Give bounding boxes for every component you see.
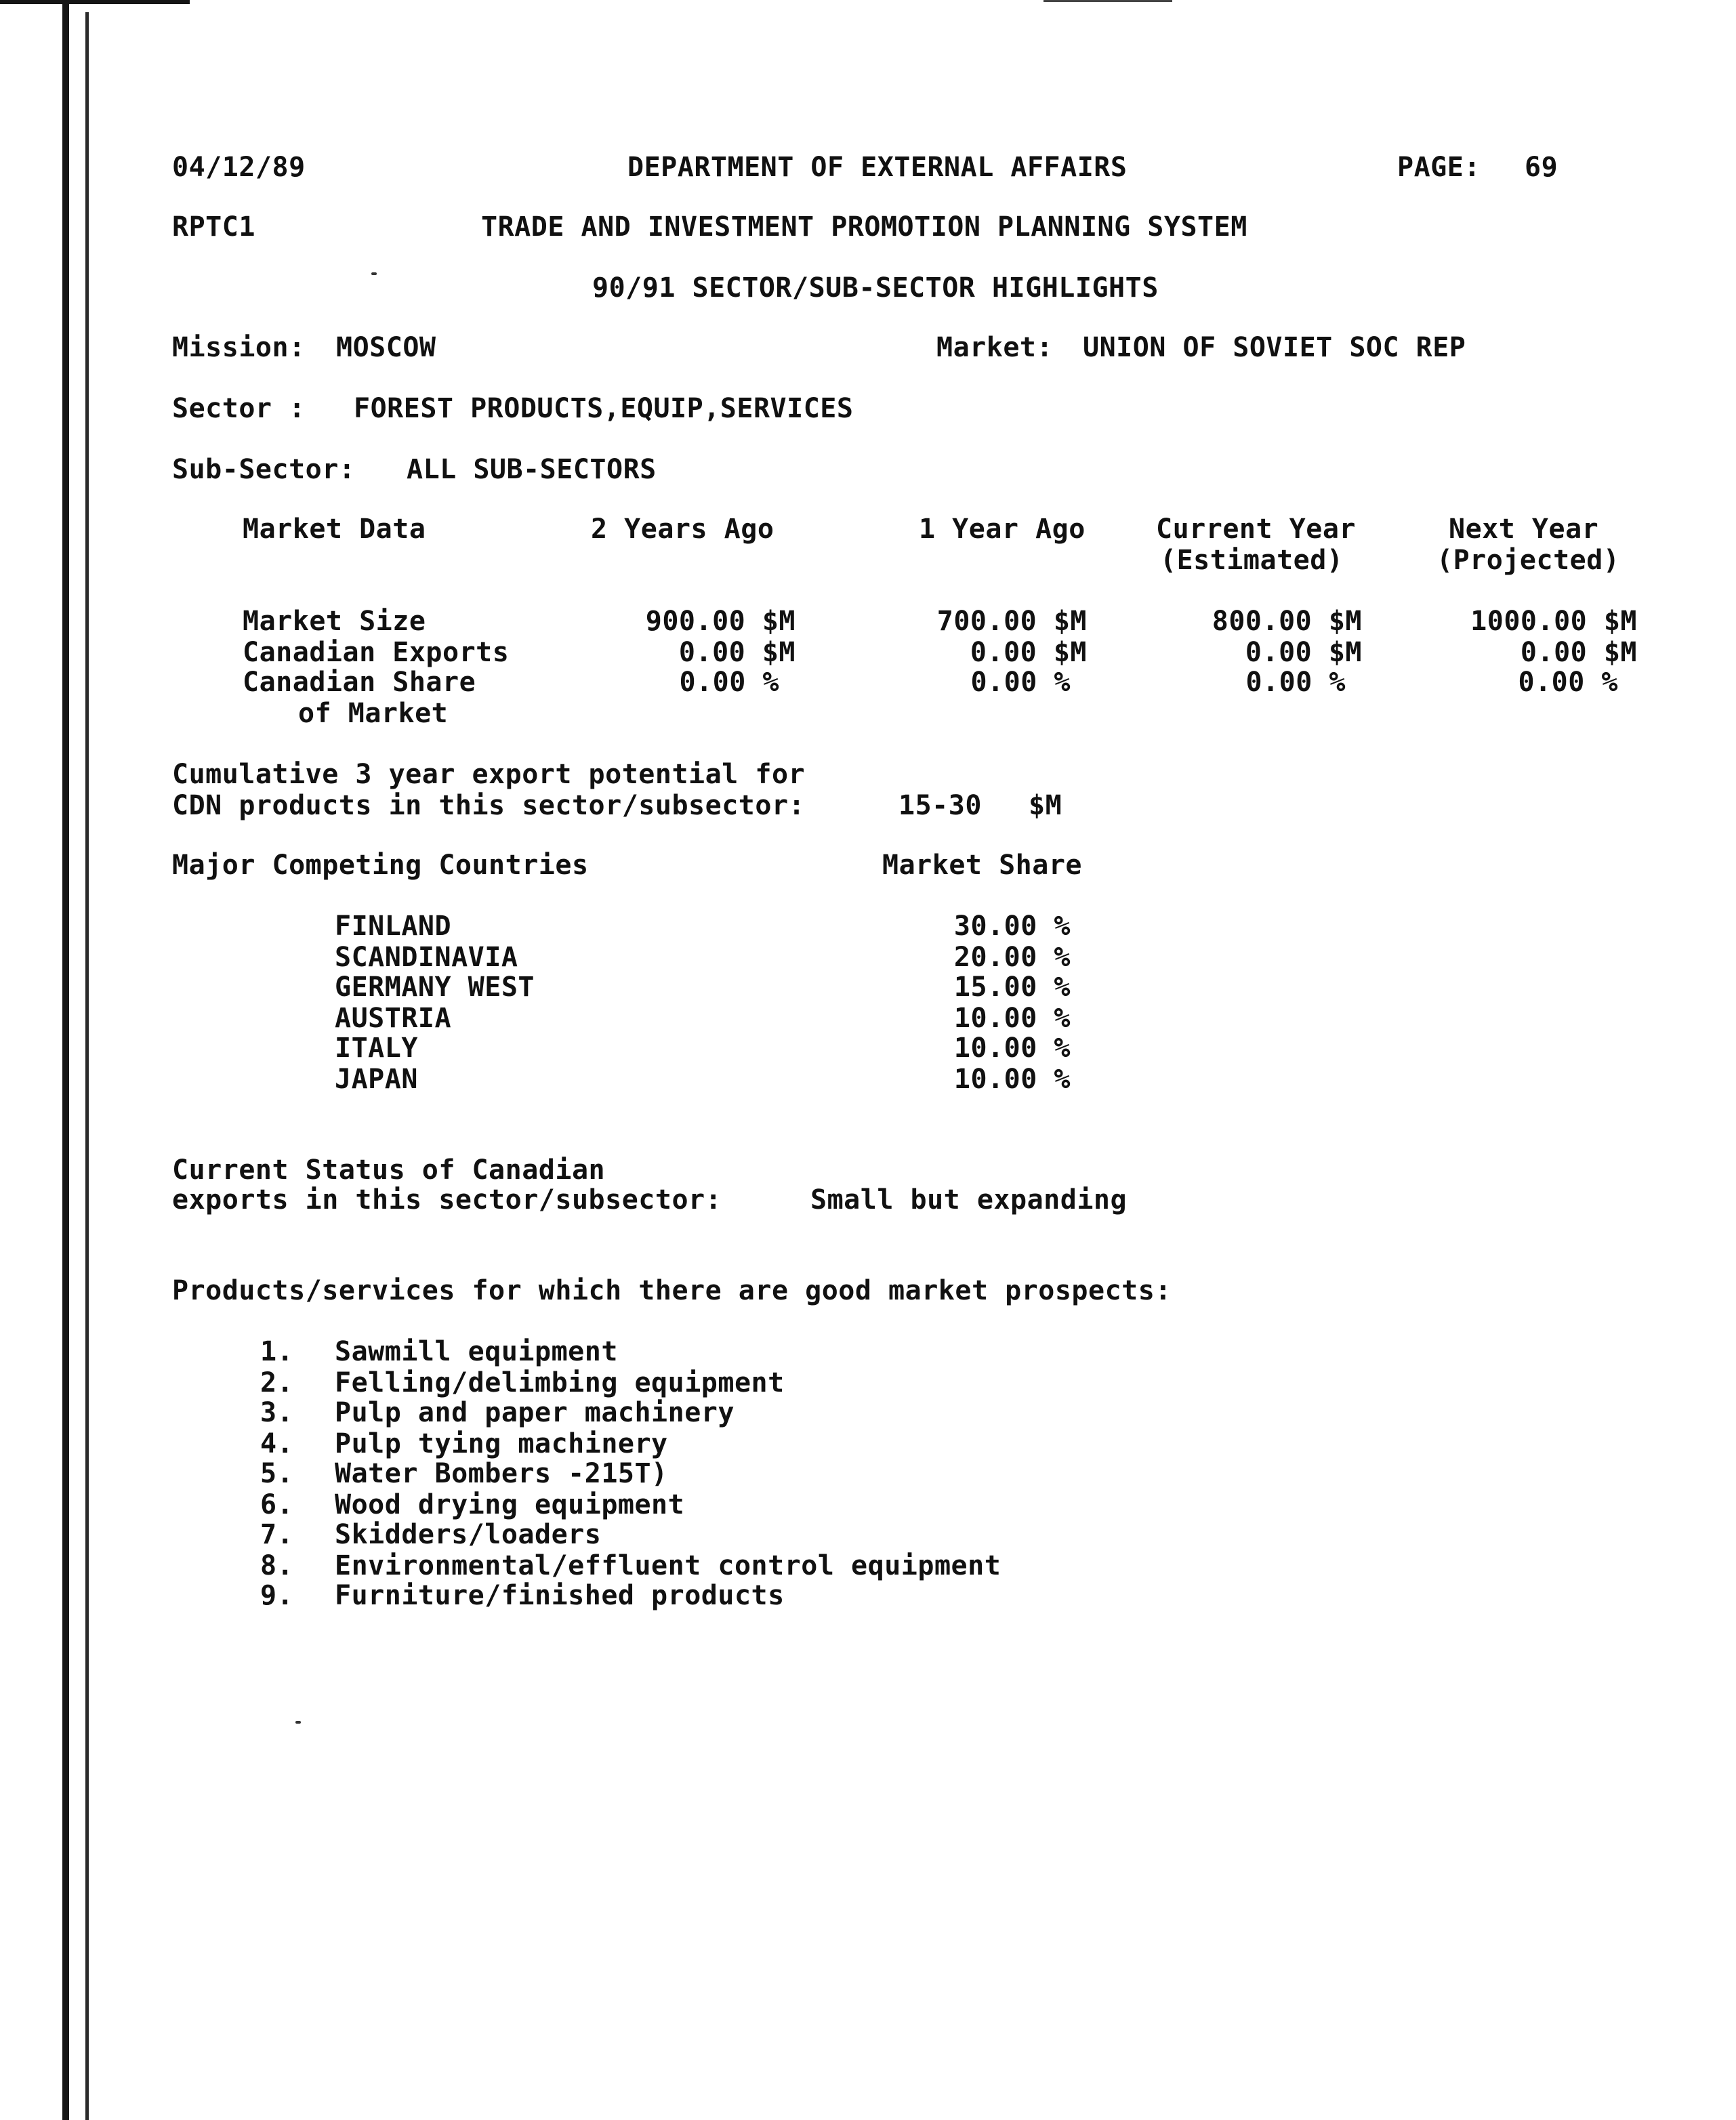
market-share-header: Market Share	[882, 850, 1082, 881]
report-date: 04/12/89	[172, 152, 306, 183]
product-item: Skidders/loaders	[335, 1519, 602, 1550]
product-item: Furniture/finished products	[335, 1580, 785, 1611]
page-number: 69	[1525, 152, 1558, 183]
product-number: 3.	[260, 1397, 294, 1428]
cell-market-size-next: 1000.00 $M	[1470, 606, 1637, 637]
col-header-market-data: Market Data	[243, 514, 426, 545]
cell-exports-current: 0.00 $M	[1245, 637, 1362, 668]
competitor-country: GERMANY WEST	[335, 972, 535, 1003]
competitor-country: FINLAND	[335, 911, 452, 942]
col-header-current-year: Current Year	[1156, 514, 1356, 545]
system-title: TRADE AND INVESTMENT PROMOTION PLANNING SYSTEM	[481, 211, 1247, 243]
product-item: Felling/delimbing equipment	[335, 1367, 785, 1398]
report-subtitle: 90/91 SECTOR/SUB-SECTOR HIGHLIGHTS	[592, 272, 1159, 304]
binding-shadow-line	[85, 12, 89, 2120]
mission-value: MOSCOW	[336, 332, 436, 363]
subsector-label: Sub-Sector:	[172, 454, 356, 485]
products-heading: Products/services for which there are good market prospects:	[172, 1275, 1172, 1306]
col-subheader-estimated: (Estimated)	[1160, 545, 1344, 576]
status-line-2: exports in this sector/subsector:	[172, 1184, 722, 1215]
product-number: 1.	[260, 1336, 294, 1367]
status-line-1: Current Status of Canadian	[172, 1155, 606, 1186]
subsector-value: ALL SUB-SECTORS	[407, 454, 657, 485]
product-number: 7.	[260, 1519, 294, 1550]
potential-unit: $M	[1029, 790, 1062, 821]
product-item: Sawmill equipment	[335, 1336, 618, 1367]
competitor-country: SCANDINAVIA	[335, 942, 518, 973]
col-subheader-projected: (Projected)	[1437, 545, 1620, 576]
product-number: 5.	[260, 1458, 294, 1489]
competitor-country: ITALY	[335, 1033, 418, 1064]
page-label: PAGE:	[1397, 152, 1481, 183]
scan-speck	[295, 1721, 301, 1724]
product-number: 8.	[260, 1550, 294, 1581]
product-item: Pulp and paper machinery	[335, 1397, 735, 1428]
mission-label: Mission:	[172, 332, 306, 363]
product-item: Pulp tying machinery	[335, 1428, 668, 1459]
competitor-share: 20.00 %	[953, 942, 1071, 973]
cell-exports-2y: 0.00 $M	[678, 637, 795, 668]
competitor-share: 10.00 %	[953, 1064, 1071, 1095]
cell-exports-next: 0.00 $M	[1520, 637, 1637, 668]
market-value: UNION OF SOVIET SOC REP	[1083, 332, 1466, 363]
binding-edge	[62, 0, 69, 2120]
competitor-share: 15.00 %	[953, 972, 1071, 1003]
col-header-2-years-ago: 2 Years Ago	[591, 514, 774, 545]
competitor-share: 10.00 %	[953, 1003, 1071, 1034]
potential-value: 15-30	[898, 790, 982, 821]
product-item: Water Bombers -215T)	[335, 1458, 668, 1489]
cell-share-next: 0.00 %	[1518, 667, 1618, 698]
competitor-share: 30.00 %	[953, 911, 1071, 942]
status-value: Small but expanding	[810, 1184, 1128, 1215]
department-title: DEPARTMENT OF EXTERNAL AFFAIRS	[627, 152, 1128, 183]
cell-share-current: 0.00 %	[1245, 667, 1346, 698]
row-label-market-size: Market Size	[243, 606, 426, 637]
col-header-1-year-ago: 1 Year Ago	[919, 514, 1086, 545]
cell-market-size-2y: 900.00 $M	[645, 606, 795, 637]
cell-market-size-1y: 700.00 $M	[936, 606, 1087, 637]
row-label-of-market: of Market	[298, 698, 449, 729]
competitor-country: AUSTRIA	[335, 1003, 452, 1034]
cell-exports-1y: 0.00 $M	[970, 637, 1087, 668]
scan-speck	[371, 272, 377, 275]
product-number: 9.	[260, 1580, 294, 1611]
competitors-header: Major Competing Countries	[172, 850, 589, 881]
cell-share-2y: 0.00 %	[679, 667, 779, 698]
cell-market-size-current: 800.00 $M	[1212, 606, 1362, 637]
binding-top-curve	[0, 0, 190, 18]
potential-line-1: Cumulative 3 year export potential for	[172, 759, 806, 790]
cell-share-1y: 0.00 %	[970, 667, 1071, 698]
sector-value: FOREST PRODUCTS,EQUIP,SERVICES	[354, 393, 854, 424]
row-label-canadian-share: Canadian Share	[243, 667, 476, 698]
product-number: 2.	[260, 1367, 294, 1398]
potential-line-2: CDN products in this sector/subsector:	[172, 790, 806, 821]
row-label-canadian-exports: Canadian Exports	[243, 637, 510, 668]
competitor-share: 10.00 %	[953, 1033, 1071, 1064]
market-label: Market:	[936, 332, 1054, 363]
competitor-country: JAPAN	[335, 1064, 418, 1095]
sector-label: Sector :	[172, 393, 306, 424]
product-number: 4.	[260, 1428, 294, 1459]
product-item: Environmental/effluent control equipment	[335, 1550, 1001, 1581]
top-edge-line	[1043, 0, 1172, 2]
col-header-next-year: Next Year	[1449, 514, 1599, 545]
product-number: 6.	[260, 1489, 294, 1520]
product-item: Wood drying equipment	[335, 1489, 685, 1520]
report-id: RPTC1	[172, 211, 255, 243]
